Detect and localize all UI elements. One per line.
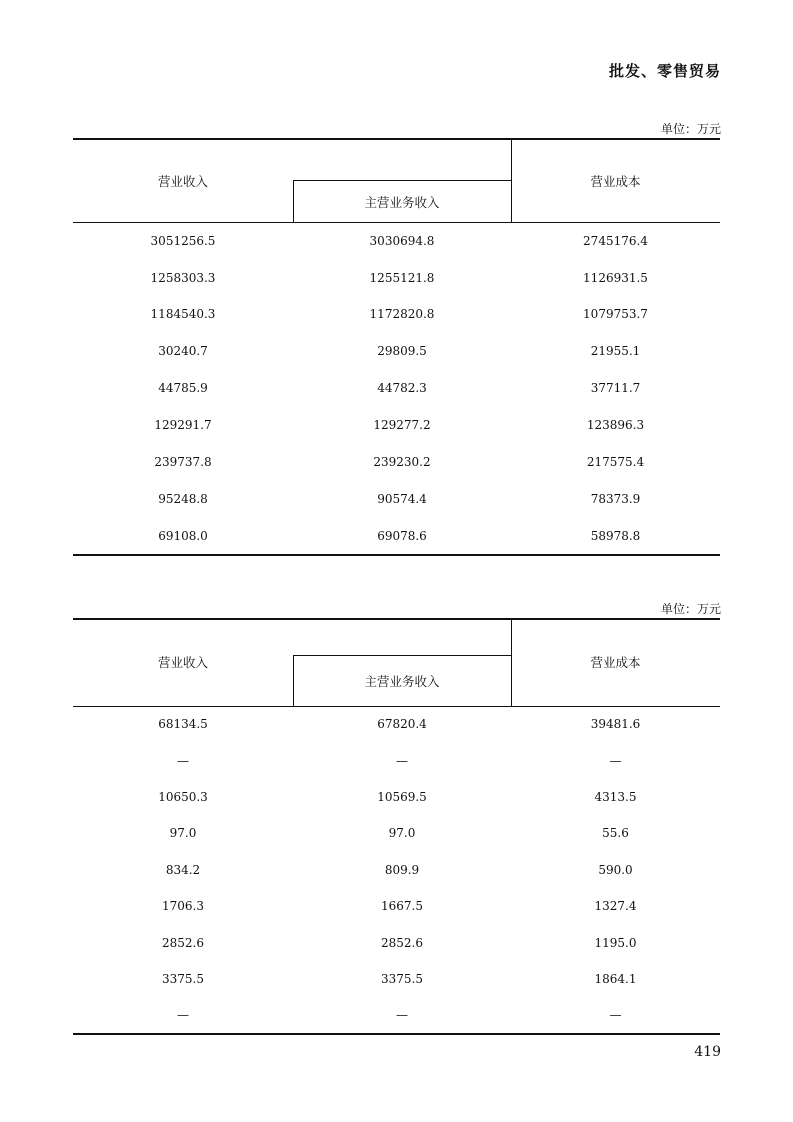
cell-cost: 39481.6	[590, 717, 641, 731]
header-subline	[293, 655, 511, 656]
section-title: 批发、零售贸易	[608, 62, 721, 80]
cell-main-revenue: 2852.6	[381, 936, 423, 950]
cell-main-revenue: 1667.5	[381, 899, 423, 913]
table-top-rule	[73, 618, 720, 620]
table-row	[73, 751, 720, 771]
cell-main-revenue: 44782.3	[377, 381, 427, 395]
cell-cost: 1079753.7	[583, 307, 648, 321]
cell-revenue: 834.2	[165, 863, 201, 877]
cell-main-revenue: 90574.4	[377, 492, 427, 506]
col-header-main-revenue: 主营业务收入	[364, 195, 440, 210]
header-bottom-rule	[73, 222, 720, 223]
table-row	[73, 304, 720, 324]
unit-label-2: 单位：万元	[660, 602, 721, 616]
table-row	[73, 452, 720, 472]
cell-revenue: 1706.3	[162, 899, 204, 913]
header-bottom-rule	[73, 706, 720, 707]
cell-cost: —	[609, 754, 622, 768]
cell-revenue: 30240.7	[158, 344, 208, 358]
cell-revenue: 1184540.3	[150, 307, 216, 321]
cell-cost: 590.0	[598, 863, 633, 877]
cell-revenue: 3051256.5	[150, 234, 216, 248]
table-row	[73, 489, 720, 509]
cell-main-revenue: 809.9	[384, 863, 420, 877]
cell-revenue: 1258303.3	[150, 271, 216, 285]
table-row	[73, 1005, 720, 1025]
table-top-rule	[73, 138, 720, 140]
cell-main-revenue: 29809.5	[377, 344, 427, 358]
cell-main-revenue: —	[396, 754, 408, 768]
cell-main-revenue: —	[396, 1008, 408, 1022]
cell-cost: 1864.1	[594, 972, 637, 986]
table-row	[73, 268, 720, 288]
cell-revenue: —	[177, 1008, 189, 1022]
unit-label-1: 单位：万元	[660, 122, 721, 136]
table-bottom-rule	[73, 554, 720, 556]
cell-main-revenue: 10569.5	[377, 790, 427, 804]
cell-cost: 78373.9	[590, 492, 641, 506]
header-subline	[293, 180, 511, 181]
cell-cost: 2745176.4	[583, 234, 648, 248]
cell-cost: —	[609, 1008, 622, 1022]
cell-main-revenue: 1172820.8	[369, 307, 435, 321]
cell-cost: 123896.3	[586, 418, 645, 432]
cell-cost: 1126931.5	[583, 271, 648, 285]
col-header-cost: 营业成本	[590, 174, 641, 189]
cell-cost: 1327.4	[594, 899, 637, 913]
table-row	[73, 415, 720, 435]
cell-cost: 21955.1	[590, 344, 641, 358]
cell-main-revenue: 3375.5	[381, 972, 423, 986]
cell-revenue: 97.0	[169, 826, 197, 840]
data-table-1	[73, 138, 720, 558]
cell-revenue: 68134.5	[158, 717, 208, 731]
cell-main-revenue: 3030694.8	[369, 234, 435, 248]
table-row	[73, 341, 720, 361]
table-row	[73, 787, 720, 807]
cell-main-revenue: 67820.4	[377, 717, 427, 731]
cell-cost: 37711.7	[590, 381, 641, 395]
cell-main-revenue: 69078.6	[377, 529, 427, 543]
table-row	[73, 823, 720, 843]
table-row	[73, 860, 720, 880]
cell-revenue: 69108.0	[158, 529, 208, 543]
cell-main-revenue: 1255121.8	[369, 271, 435, 285]
cell-revenue: 239737.8	[154, 455, 212, 469]
col-header-revenue: 营业收入	[157, 174, 208, 189]
table-row	[73, 231, 720, 251]
table-bottom-rule	[73, 1033, 720, 1035]
cell-revenue: 95248.8	[158, 492, 208, 506]
cell-revenue: 2852.6	[162, 936, 204, 950]
cell-revenue: 3375.5	[162, 972, 204, 986]
cell-main-revenue: 239230.2	[373, 455, 431, 469]
table-row	[73, 714, 720, 734]
cell-cost: 217575.4	[586, 455, 645, 469]
page-number: 419	[694, 1044, 721, 1060]
table-row	[73, 969, 720, 989]
data-table-2	[73, 618, 720, 1038]
table-row	[73, 933, 720, 953]
col-header-main-revenue: 主营业务收入	[364, 674, 440, 689]
cell-cost: 55.6	[602, 826, 629, 840]
cell-main-revenue: 129277.2	[373, 418, 431, 432]
cell-revenue: 44785.9	[158, 381, 208, 395]
table-row	[73, 896, 720, 916]
table-row	[73, 526, 720, 546]
cell-revenue: —	[177, 754, 189, 768]
cell-cost: 1195.0	[594, 936, 637, 950]
col-header-revenue: 营业收入	[157, 655, 208, 670]
col-header-cost: 营业成本	[590, 655, 641, 670]
cell-revenue: 10650.3	[158, 790, 208, 804]
cell-revenue: 129291.7	[154, 418, 212, 432]
table-row	[73, 378, 720, 398]
cell-cost: 58978.8	[590, 529, 641, 543]
cell-main-revenue: 97.0	[388, 826, 416, 840]
cell-cost: 4313.5	[594, 790, 637, 804]
